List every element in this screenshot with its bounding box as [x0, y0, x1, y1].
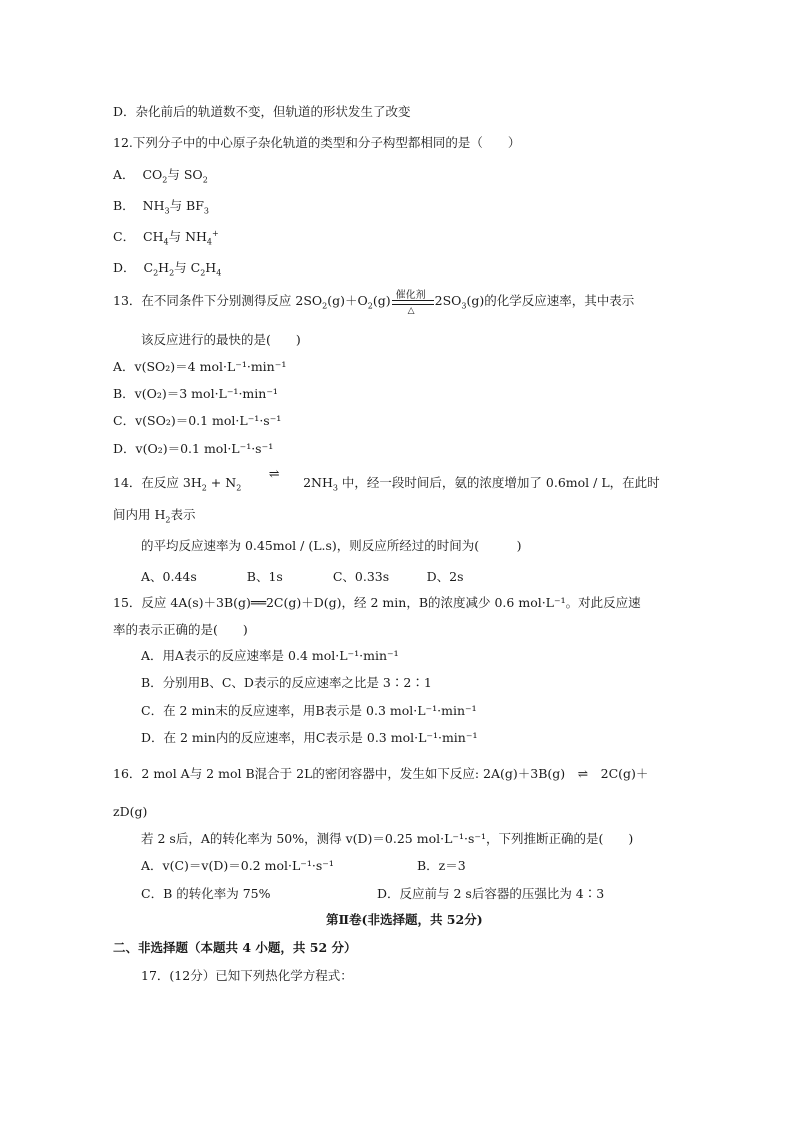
q13-option-a: A．v(SO₂)＝4 mol·L⁻¹·min⁻¹ [113, 359, 287, 374]
q15-option-a: A．用A表示的反应速率是 0.4 mol·L⁻¹·min⁻¹ [141, 648, 399, 663]
q16-stem-line2: zD(g) [113, 804, 148, 819]
q16-stem-line3: 若 2 s后，A的转化率为 50%，测得 v(D)＝0.25 mol·L⁻¹·s⁻¹，下列推断正确的是( ) [141, 831, 634, 846]
q13-stem: 13．在不同条件下分别测得反应 $2SO_2(g)+O_2(g)$ 催化剂 △ $2SO_3(g)$的化学反应速率，其中表示 [113, 289, 635, 316]
q13-option-c: C．v(SO₂)＝0.1 mol·L⁻¹·s⁻¹ [113, 413, 282, 428]
catalyst-heat-arrow: 催化剂 △ [392, 294, 434, 310]
q15-option-c: C．在 2 min末的反应速率，用B表示是 0.3 mol·L⁻¹·min⁻¹ [141, 703, 477, 718]
q17-stem: 17．(12分）已知下列热化学方程式： [141, 968, 353, 983]
q13-option-b: B．v(O₂)＝3 mol·L⁻¹·min⁻¹ [113, 386, 278, 401]
q12-option-a: A． $CO_2$与 $SO_2$ [113, 167, 208, 185]
q13-option-d: D．v(O₂)＝0.1 mol·L⁻¹·s⁻¹ [113, 441, 274, 456]
q12-option-b: B． $NH_3$与 $BF_3$ [113, 198, 210, 216]
q15-option-d: D．在 2 min内的反应速率，用C表示是 0.3 mol·L⁻¹·min⁻¹ [141, 730, 478, 745]
q14-options: A、0.44s B、1s C、0.33s D、2s [141, 569, 464, 584]
q16-option-b: B．z＝3 [417, 858, 466, 873]
q16-option-d: D．反应前与 2 s后容器的压强比为 4∶3 [377, 886, 605, 901]
q14-stem: 14．在反应 $3H_2 + N_2$ ⇌ $2NH_3$ 中，经一段时间后，氨的浓度增加了 0.6mol / L，在此时 [113, 467, 660, 493]
section2-title: 二、非选择题（本题共 4 小题，共 52 分） [113, 940, 357, 955]
q11-option-d: D．杂化前后的轨道数不变，但轨道的形状发生了改变 [113, 104, 411, 119]
q16-stem: 16．2 mol A与 2 mol B混合于 2L的密闭容器中，发生如下反应: 2A(g)＋3B(g) ⇌ 2C(g)＋ [113, 766, 649, 781]
q14-stem-line3: 的平均反应速率为 0.45mol / (L.s)，则反应所经过的时间为( ) [141, 538, 522, 553]
q12-stem: 12.下列分子中的中心原子杂化轨道的类型和分子构型都相同的是（ ） [113, 135, 521, 150]
q16-option-c: C．B 的转化率为 75% [141, 886, 271, 901]
q15-stem: 15．反应 4A(s)＋3B(g)══2C(g)＋D(g)，经 2 min，B的浓度减少 0.6 mol·L⁻¹。对此反应速 [113, 595, 641, 610]
q14-stem-line2: 间内用 $H_2$表示 [113, 507, 196, 525]
q15-option-b: B．分别用B、C、D表示的反应速率之比是 3∶2∶1 [141, 675, 432, 690]
part2-title: 第Ⅱ卷(非选择题，共 52分) [326, 912, 483, 927]
q15-stem-line2: 率的表示正确的是( ) [113, 622, 248, 637]
q16-option-a: A．v(C)＝v(D)＝0.2 mol·L⁻¹·s⁻¹ [141, 858, 334, 873]
q13-stem-line2: 该反应进行的最快的是( ) [141, 332, 301, 347]
equilibrium-arrow: ⇌ [268, 467, 280, 482]
q12-option-d: D． $C_2H_2$与 $C_2H_4$ [113, 260, 222, 278]
q12-option-c: C． $CH_4$与 $NH_4^+$ [113, 228, 219, 247]
